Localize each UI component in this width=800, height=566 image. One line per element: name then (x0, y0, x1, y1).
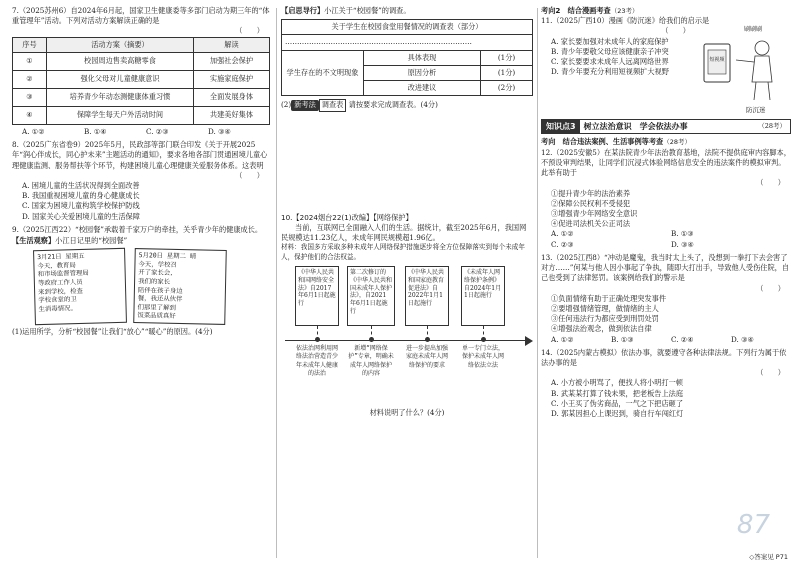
answer-paren: （ ） (756, 368, 785, 378)
question-9-stem: 9.（2025江西22）“校园餐”承载着千家万户的牵挂，关乎青少年的健康成长。 (12, 224, 263, 234)
direction-heading (541, 6, 791, 16)
option[interactable]: B. ①③ (611, 334, 634, 344)
option[interactable]: C. 国家为困境儿童构筑学校保护防线 (22, 201, 140, 211)
knowledge-point-label: 知识点3 (542, 120, 580, 133)
table-cell: 保障学生每天户外活动时间 (47, 106, 194, 124)
score-cell[interactable]: (1分) (481, 65, 533, 80)
diary-line: 我们的家长 (138, 277, 171, 286)
question-14-stem: 14.（2025内蒙古模拟）依法办事，就要遵守各种法律法规。下列行为属于依法办事的是 (541, 347, 787, 368)
option[interactable]: C. 家长要要求未成年人远离网络世界 (551, 57, 669, 67)
table-header: 序号 (13, 37, 47, 52)
table-cell: 具体表现 (364, 50, 481, 65)
table-row (13, 52, 270, 70)
diary-line: 等政府工作人员 (37, 278, 83, 288)
timeline-dot (315, 337, 320, 342)
survey-table (281, 19, 533, 96)
statement: ②保障公民权利不受侵犯 (551, 198, 631, 208)
option[interactable]: A. 困境儿童的生活状况得到全面改善 (22, 180, 140, 190)
table-cell: 实施家庭保护 (194, 70, 270, 88)
question-7-stem: 7.（2025苏州6）自2024年6月起，国家卫生健康委等多部门启动为期三年的“体重管理年”活动。下列对活动方案解读正确的是 (12, 6, 270, 26)
diary-line: 学校食堂的卫 (38, 295, 77, 305)
question-8 (12, 140, 270, 222)
score-cell[interactable]: (2分) (481, 81, 533, 96)
question-10-ask: 材料说明了什么？(4分) (369, 407, 445, 417)
option[interactable]: A. ①② (22, 126, 45, 136)
question-11-stem: 11.（2025广西10）漫画《防沉迷》给我们的启示是 (541, 16, 710, 26)
diary-line: 们那里了解到 (137, 303, 176, 313)
score-cell[interactable]: (1分) (481, 50, 533, 65)
timeline-box: 《未成年人网络保护条例》自2024年1月1日起施行 (461, 266, 505, 326)
diary-note-1 (33, 248, 127, 326)
diary-line: 5月20日 星期二 晴 (138, 251, 197, 261)
timeline-label: 进一步提出加强家庭未成年人网络保护的要求 (405, 344, 448, 369)
table-cell: 校园周边售卖高糖零食 (47, 52, 194, 70)
table-cell: ④ (13, 106, 47, 124)
timeline-axis (285, 340, 529, 341)
option[interactable]: D. ③④ (731, 334, 754, 344)
table-cell: 强化父母对儿童健康意识 (47, 70, 194, 88)
options-row (541, 335, 791, 345)
survey-left-cell: 学生存在的不文明现象 (282, 50, 364, 96)
option[interactable]: A. 家长要加强对未成年人的家庭保护 (551, 36, 669, 46)
diary-line: 和市场监督管理局 (37, 269, 89, 279)
table-cell: …………………………………………………………………… (282, 35, 533, 50)
question-10-stem: 10.【2024烟台22(1)改编】【网络保护】 (281, 212, 413, 222)
timeline-box: 《中华人民共和国家庭教育促进法》自2022年1月1日起施行 (405, 266, 449, 326)
option[interactable]: B. 青少年要敬父母应该健康亲子冲突 (551, 46, 669, 56)
knowledge-point-title: 树立法治意识 学会依法办事 (583, 122, 688, 132)
option[interactable]: C. 小王买了伪劣商品，一气之下把店砸了 (551, 398, 684, 408)
direction-heading (541, 137, 791, 147)
direction-count: （28考） (663, 138, 691, 147)
timeline-label: 单一专门立法，保护未成年人网络依法立法 (461, 344, 504, 369)
answer-paren: （ ） (661, 26, 690, 36)
timeline-box: 第二次修订的《中华人民共和国未成年人保护法》，自2021年6月1日起施行 (347, 266, 395, 326)
option[interactable]: B. 武某某打算了钱未果，把老板告上法庭 (551, 388, 684, 398)
column-divider (276, 8, 277, 558)
direction-title: 考向 结合违法案例、生活事例等考查 (541, 137, 664, 147)
section-tag-text: 小江日记里的“校园餐” (55, 236, 128, 246)
answer-paren: （ ） (756, 283, 785, 293)
question-13-stem: 13.（2025江西8）“冲动是魔鬼，我当时太上头了，没想到一拳打下去会害了对方……”何某与他人因小事起了争执，随即大打出手，导致他人受伤住院，自己也受到了法律惩罚。该案例给我们的警示是 (541, 252, 790, 283)
column-left (12, 6, 270, 560)
option[interactable]: B. 我国重视困境儿童的身心健康成长 (22, 191, 140, 201)
option[interactable]: B. ①④ (84, 126, 107, 136)
question-12-stem: 12.（2025安徽5）在某法院青少年法治教育基地，法院不提供庭审内容脚本，不预设审判结果，让同学们沉浸式体验网络信息安全的违法案件的模拟审判。此举有助于 (541, 147, 791, 178)
option[interactable]: D. 郭某因担心上课迟到，骑自行车闯红灯 (551, 409, 684, 419)
survey-badge: 调查表 (319, 99, 347, 111)
cartoon-screen-text: 短视频 (709, 57, 725, 64)
table-row (13, 106, 270, 124)
page-watermark: 87 (736, 510, 770, 541)
options-row (541, 240, 791, 250)
question-13 (541, 253, 791, 345)
statement: ③任何违法行为都应受到刑罚处罚 (551, 314, 659, 324)
statement: ②要增强情绪管理，做情绪的主人 (551, 303, 659, 313)
timeline-dot (481, 337, 486, 342)
table-row (13, 70, 270, 88)
cartoon-title: 防沉迷 (746, 106, 766, 115)
direction-count: （23考） (610, 7, 639, 15)
sub-question-prefix: (2) (281, 100, 292, 110)
timeline (281, 266, 533, 408)
column-right (541, 6, 791, 560)
question-11-options (541, 26, 696, 116)
question-7 (12, 6, 270, 137)
table-cell: ① (13, 52, 47, 70)
diary-line: 今天，学校召 (138, 260, 177, 269)
answer-reference: ◇答案见 P71 (749, 552, 788, 561)
option[interactable]: D. ③④ (671, 239, 694, 249)
sub-question-text: 请按要求完成调查表。(4分) (348, 100, 438, 110)
table-cell: 共建美好集体 (194, 106, 270, 124)
timeline-dot (369, 337, 374, 342)
column-divider (537, 8, 538, 558)
option[interactable]: A. 小方被小明骂了，便找人将小明打一顿 (551, 378, 683, 388)
column-middle (281, 6, 533, 560)
cartoon-sign: 刷刷刷 (744, 26, 763, 34)
option[interactable]: A. ①② (551, 334, 574, 344)
option[interactable]: D. 国家关心关爱困境儿童的生活保障 (22, 211, 140, 221)
diary-line: 今天，教育局 (37, 261, 76, 271)
sub-question-2 (281, 99, 533, 111)
section-tag: 【启思导行】 (281, 6, 325, 15)
diary-notes (34, 249, 270, 324)
table-cell: 培养青少年动态测健康体重习惯 (47, 88, 194, 106)
answer-paren: （ ） (756, 178, 785, 188)
table-cell: 原因分析 (364, 65, 481, 80)
diary-line: 3月21日 星期五 (37, 252, 85, 262)
question-9-part-2 (281, 6, 533, 112)
direction-title: 考向2 结合漫画考查 (541, 6, 611, 15)
question-9 (12, 225, 270, 338)
table-row (13, 88, 270, 106)
knowledge-point-header (541, 119, 791, 134)
table-cell: 改进建议 (364, 81, 481, 96)
diary-line: 生消毒情况。 (38, 304, 78, 314)
option[interactable]: D. ③④ (208, 126, 231, 136)
statement: ④促进司法机关公正司法 (551, 219, 631, 229)
timeline-label: 依法治网利用网络法治营造青少年未成年人健康的法治 (295, 344, 338, 378)
cartoon-drawing (696, 26, 788, 104)
option[interactable]: C. ②④ (671, 334, 694, 344)
option[interactable]: A. ①② (551, 229, 574, 239)
question-14 (541, 348, 791, 420)
statement: ①提升青少年的法治素养 (551, 188, 631, 198)
question-10 (281, 213, 533, 419)
new-method-badge: 新考法 (291, 100, 319, 110)
question-8-stem: 8.（2025广东省卷9）2025年5月，民政部等部门联合印发《关于开展2025年“润心伴成长，同心护未来”主题活动的通知》，要求各地各部门贯通困境儿童心理健康监测、服务帮扶等个环节，构建困境儿童心理健康关爱服务体系。这表明 (12, 140, 268, 170)
diary-line: 开了家长会， (138, 268, 177, 278)
timeline-box: 《中华人民共和国网络安全法》自2017年6月1日起施行 (295, 266, 339, 326)
table-cell: ③ (13, 88, 47, 106)
timeline-arrow-icon (525, 336, 533, 346)
diary-line: 饭菜品质真好 (137, 311, 176, 321)
timeline-label: 新增“网络保护”专章，明确未成年人网络保护的内容 (348, 344, 394, 378)
table-cell: 加强社会保护 (194, 52, 270, 70)
survey-table-title: 关于学生在校园食堂用餐情况的调查表（部分） (282, 20, 533, 35)
answer-paren: （ ） (235, 170, 264, 180)
table-cell: 全面发展身体 (194, 88, 270, 106)
cartoon (696, 26, 788, 116)
diary-line: 来到学校，检查 (38, 286, 83, 296)
options-row (541, 229, 791, 239)
section-tag: 【生活观察】 (12, 236, 56, 246)
sub-question-1: (1)运用所学，分析“校园餐”让我们“放心”“暖心”的原因。(4分) (12, 327, 213, 337)
question-12 (541, 148, 791, 250)
option[interactable]: D. 青少年要充分利用短视频扩大视野 (551, 67, 669, 77)
diary-line: 陪伴在孩子身边 (137, 285, 183, 295)
table-header: 活动方案（摘要） (47, 37, 194, 52)
question-10-paragraph: 当前，互联网已全面融入人们的生活。据统计，截至2025年6月，我国网民规模达11.23亿人，未成年网民规模超1.96亿。 (281, 222, 527, 242)
diary-note-2 (133, 248, 227, 325)
option[interactable]: C. ②③ (146, 126, 169, 136)
statement: ③增强青少年网络安全意识 (551, 208, 638, 218)
diary-line: 餐，我还从伙伴 (137, 294, 183, 304)
table-header: 解读 (194, 37, 270, 52)
option[interactable]: B. ①③ (671, 229, 694, 239)
answer-paren: （ ） (235, 26, 264, 36)
question-10-material: 材料：我国多方采取多种未成年人网络保护措施逐步将全方位保障落实到每个未成年人，保护他们的合法权益。 (281, 243, 525, 261)
statement: ①负面情绪有助于正确处理突发事件 (551, 293, 667, 303)
table-cell: ② (13, 70, 47, 88)
section-tag-text: 小江关于“校园餐”的调查。 (324, 6, 411, 15)
question-11 (541, 16, 791, 116)
knowledge-point-count: （28考） (758, 122, 786, 131)
activity-table (12, 37, 270, 125)
option[interactable]: C. ②③ (551, 239, 574, 249)
statement: ④增强法治观念，做到依法自律 (551, 324, 652, 334)
timeline-dot (425, 337, 430, 342)
options-row (12, 127, 270, 137)
answer-space[interactable] (281, 115, 533, 213)
